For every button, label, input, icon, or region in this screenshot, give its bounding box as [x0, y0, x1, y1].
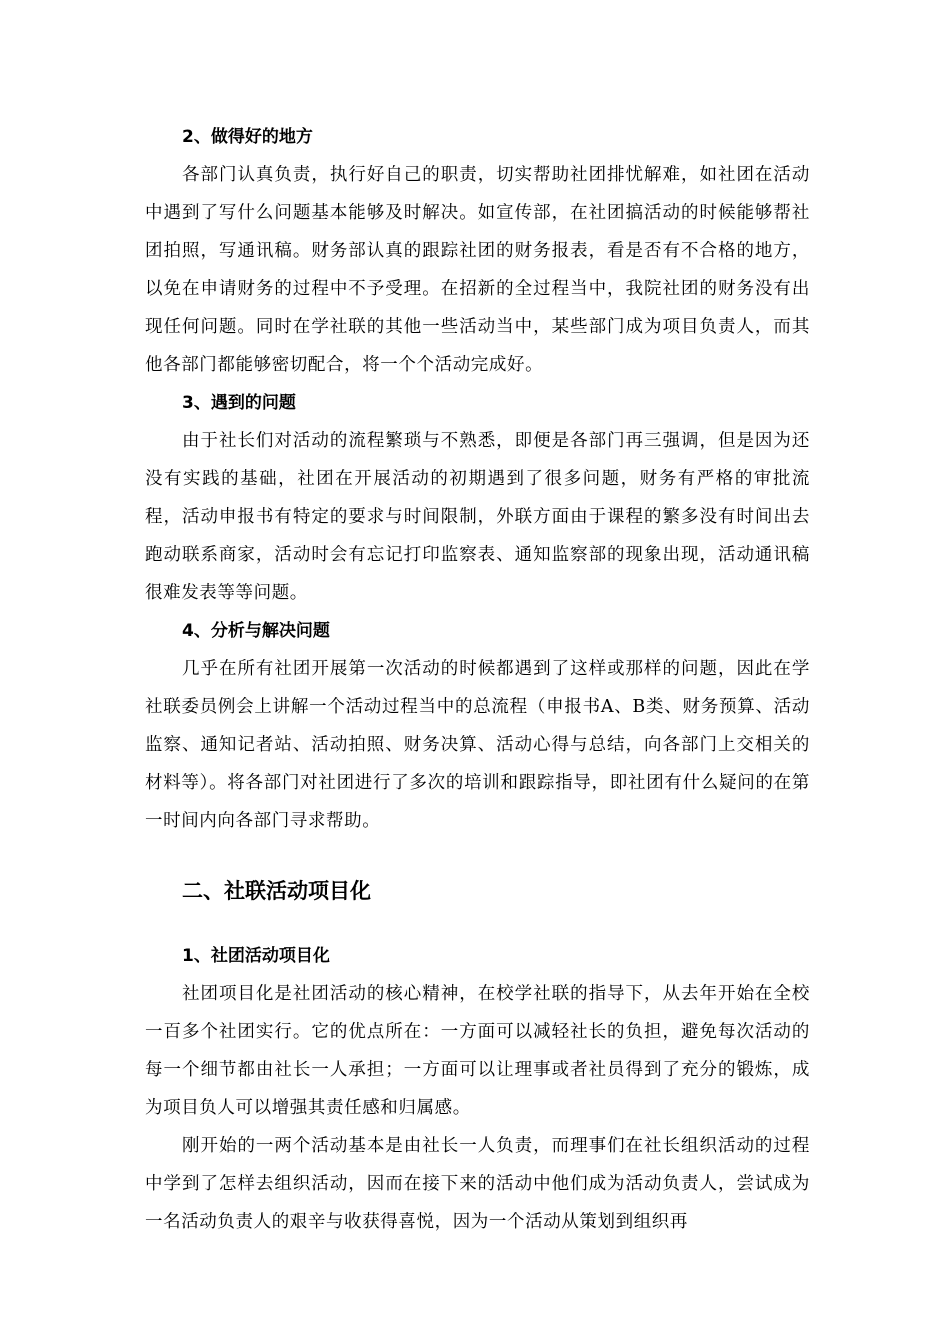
body-paragraph: 刚开始的一两个活动基本是由社长一人负责，而理事们在社长组织活动的过程中学到了怎样去组织活动，因而在接下来的活动中他们成为活动负责人，尝试成为一名活动负责人的艰辛与收获得喜悦，因为一个活动从策划到组织再	[145, 1136, 810, 1232]
section-heading: 2、做得好的地方	[182, 127, 313, 147]
body-paragraph: 社团项目化是社团活动的核心精神，在校学社联的指导下，从去年开始在全校一百多个社团实行。它的优点所在：一方面可以减轻社长的负担，避免每次活动的每一个细节都由社长一人承担；一方面可以让理事或者社员得到了充分的锻炼，成为项目负人可以增强其责任感和归属感。	[145, 984, 810, 1118]
section-done-well	[145, 118, 810, 384]
section-problems	[145, 384, 810, 612]
section-heading: 3、遇到的问题	[182, 393, 296, 413]
body-paragraph: 几乎在所有社团开展第一次活动的时候都遇到了这样或那样的问题，因此在学社联委员例会上讲解一个活动过程当中的总流程（申报书A、B类、财务预算、活动监察、通知记者站、活动拍照、财务决算、活动心得与总结，向各部门上交相关的材料等）。将各部门对社团进行了多次的培训和跟踪指导，即社团有什么疑问的在第一时间内向各部门寻求帮助。	[145, 659, 810, 831]
chapter-title: 二、社联活动项目化	[182, 879, 371, 903]
section-heading: 4、分析与解决问题	[182, 621, 330, 641]
section-heading: 1、社团活动项目化	[182, 946, 330, 966]
document-body	[145, 118, 810, 1241]
section-projectization	[145, 937, 810, 1241]
body-paragraph: 各部门认真负责，执行好自己的职责，切实帮助社团排忧解难，如社团在活动中遇到了写什么问题基本能够及时解决。如宣传部，在社团搞活动的时候能够帮社团拍照，写通讯稿。财务部认真的跟踪社团的财务报表，看是否有不合格的地方，以免在申请财务的过程中不予受理。在招新的全过程当中，我院社团的财务没有出现任何问题。同时在学社联的其他一些活动当中，某些部门成为项目负责人，而其他各部门都能够密切配合，将一个个活动完成好。	[145, 165, 810, 375]
body-paragraph: 由于社长们对活动的流程繁琐与不熟悉，即便是各部门再三强调，但是因为还没有实践的基础，社团在开展活动的初期遇到了很多问题，财务有严格的审批流程，活动申报书有特定的要求与时间限制，外联方面由于课程的繁多没有时间出去跑动联系商家，活动时会有忘记打印监察表、通知监察部的现象出现，活动通讯稿很难发表等等问题。	[145, 431, 810, 603]
section-analysis	[145, 612, 810, 840]
